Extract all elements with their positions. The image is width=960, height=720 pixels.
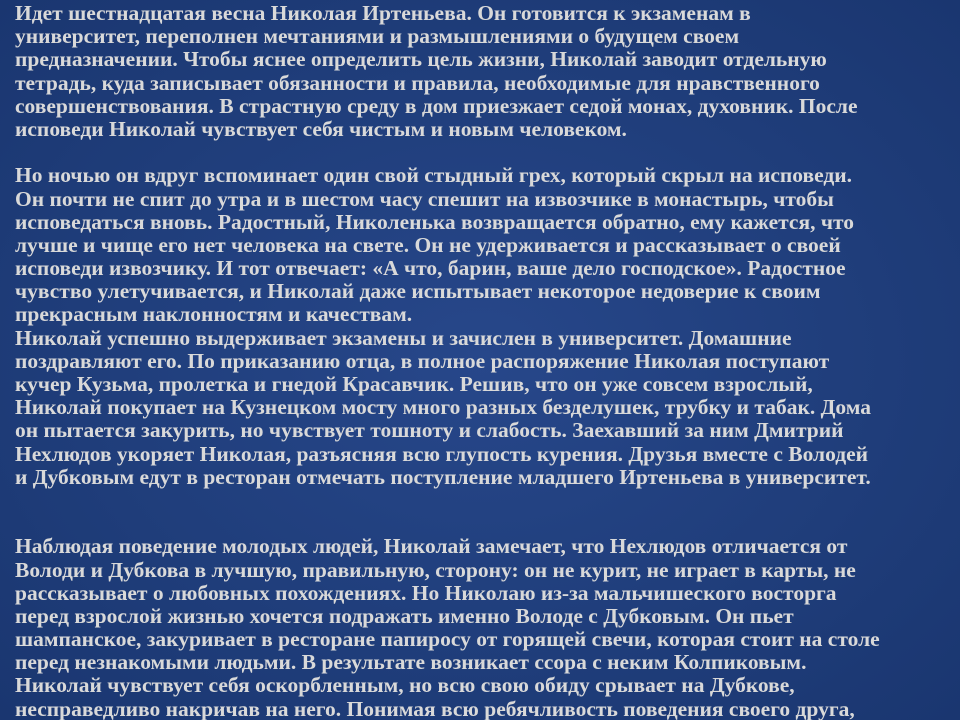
text-line: университет, переполнен мечтаниями и размышлениями о будущем своем [15, 24, 740, 49]
paragraph-3 [15, 327, 960, 489]
text-line: Идет шестнадцатая весна Николая Иртеньева. Он готовится к экзаменам в [15, 1, 751, 25]
text-line: перед незнакомыми людьми. В результате возникает ссора с неким Колпиковым. [15, 650, 807, 675]
text-line: Володи и Дубкова в лучшую, правильную, сторону: он не курит, не играет в карты, не [15, 557, 856, 582]
text-line: тетрадь, куда записывает обязанности и правила, необходимые для нравственного [15, 70, 820, 95]
paragraph-4 [15, 535, 960, 720]
paragraph-gap [15, 141, 960, 164]
text-line: он пытается закурить, но чувствует тошноту и слабость. Заехавший за ним Дмитрий [15, 418, 844, 443]
text-line: рассказывает о любовных похождениях. Но Николаю из-за мальчишеского восторга [15, 580, 837, 605]
text-line: предназначении. Чтобы яснее определить цель жизни, Николай заводит отдельную [15, 47, 827, 72]
text-line: Нехлюдов укоряет Николая, разъясняя всю глупость курения. Друзья вместе с Володей [15, 441, 869, 466]
text-line: исповедаться вновь. Радостный, Николенька возвращается обратно, ему кажется, что [15, 209, 855, 234]
text-line: шампанское, закуривает в ресторане папиросу от горящей свечи, которая стоит на столе [15, 627, 880, 652]
text-line: Николай успешно выдерживает экзамены и зачислен в университет. Домашние [15, 325, 792, 350]
text-line: и Дубковым едут в ресторан отмечать поступление младшего Иртеньева в университет. [15, 464, 871, 489]
text-line: прекрасным наклонностям и качествам. [15, 302, 413, 327]
text-line: чувство улетучивается, и Николай даже испытывает некоторое недоверие к своим [15, 279, 821, 304]
text-line: поздравляют его. По приказанию отца, в полное распоряжение Николая поступают [15, 348, 830, 373]
paragraph-1 [15, 2, 960, 141]
text-line: лучше и чище его нет человека на свете. Он не удерживается и рассказывает о своей [15, 232, 841, 257]
text-line: совершенствования. В страстную среду в дом приезжает седой монах, духовник. После [15, 93, 858, 118]
text-line: перед взрослой жизнью хочется подражать именно Володе с Дубковым. Он пьет [15, 603, 794, 628]
text-line: несправедливо накричав на него. Понимая всю ребячливость поведения своего друга, [15, 696, 855, 720]
text-line: Наблюдая поведение молодых людей, Николай замечает, что Нехлюдов отличается от [15, 534, 848, 559]
text-line: исповеди Николай чувствует себя чистым и новым человеком. [15, 116, 627, 141]
paragraph-gap [15, 489, 960, 535]
text-line: кучер Кузьма, пролетка и гнедой Красавчик. Решив, что он уже совсем взрослый, [15, 372, 813, 396]
text-line: Николай чувствует себя оскорбленным, но всю свою обиду срывает на Дубкове, [15, 673, 795, 698]
text-body [15, 2, 960, 720]
text-line: исповеди извозчику. И тот отвечает: «А что, барин, ваше дело господское». Радостное [15, 256, 846, 281]
text-line: Он почти не спит до утра и в шестом часу спешит на извозчике в монастырь, чтобы [15, 186, 834, 211]
paragraph-2 [15, 164, 960, 326]
text-line: Но ночью он вдруг вспоминает один свой стыдный грех, который скрыл на исповеди. [15, 163, 853, 188]
text-line: Николай покупает на Кузнецком мосту много разных безделушек, трубку и табак. Дома [15, 395, 872, 420]
